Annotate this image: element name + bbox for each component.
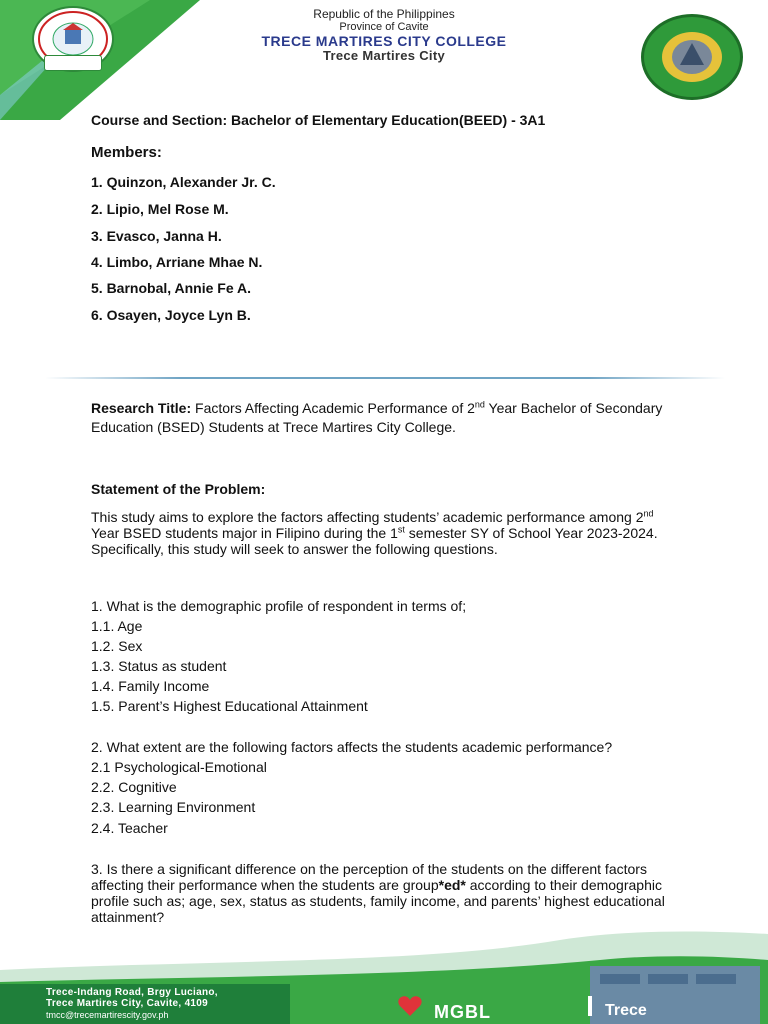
section-divider bbox=[45, 377, 725, 379]
problem-intro-line2 bbox=[91, 525, 691, 541]
city-seal-caption bbox=[44, 55, 102, 71]
research-title-text-b: Year Bachelor of Secondary bbox=[484, 400, 663, 416]
member-1: 1. Quinzon, Alexander Jr. C. bbox=[91, 174, 276, 190]
problem-intro-a: This study aims to explore the factors affecting students’ academic performance among 2 bbox=[91, 509, 644, 525]
footer-email: tmcc@trecemartirescity.gov.ph bbox=[46, 1010, 169, 1020]
problem-intro-sup1: nd bbox=[643, 508, 654, 519]
footer-address-line2: Trece Martires City, Cavite, 4109 bbox=[46, 998, 209, 1009]
question-3-line1: 3. Is there a significant difference on the perception of the students on the different factors bbox=[91, 861, 647, 877]
header-college: TRECE MARTIRES CITY COLLEGE bbox=[261, 33, 507, 49]
footer-brand-logo: Trece bbox=[605, 1002, 647, 1019]
member-2: 2. Lipio, Mel Rose M. bbox=[91, 201, 229, 217]
member-5: 5. Barnobal, Annie Fe A. bbox=[91, 280, 251, 296]
footer-address bbox=[46, 987, 218, 1009]
question-1: 1. What is the demographic profile of respondent in terms of; bbox=[91, 598, 467, 614]
question-2-item: 2.1 Psychological-Emotional bbox=[91, 759, 267, 775]
research-title-sup: nd bbox=[474, 399, 485, 410]
problem-intro-sup2: st bbox=[397, 524, 405, 535]
member-3: 3. Evasco, Janna H. bbox=[91, 228, 222, 244]
problem-intro-b: Year BSED students major in Filipino during the 1 bbox=[91, 525, 398, 541]
header-province: Province of Cavite bbox=[339, 21, 429, 33]
question-3-b2: *ed* bbox=[438, 877, 466, 893]
members-heading: Members: bbox=[91, 144, 162, 161]
course-section: Course and Section: Bachelor of Elementary Education(BEED) - 3A1 bbox=[91, 112, 546, 128]
problem-intro-line1 bbox=[91, 509, 691, 525]
question-2-item: 2.4. Teacher bbox=[91, 820, 168, 836]
question-1-item: 1.1. Age bbox=[91, 618, 143, 634]
question-1-item: 1.2. Sex bbox=[91, 638, 143, 654]
question-2: 2. What extent are the following factors affects the students academic performance? bbox=[91, 739, 613, 755]
header-city: Trece Martires City bbox=[322, 48, 446, 63]
research-title-label: Research Title: bbox=[91, 400, 192, 416]
question-1-item: 1.3. Status as student bbox=[91, 658, 227, 674]
question-3-line3: profile such as; age, sex, status as students, family income, and parents’ highest educational bbox=[91, 893, 665, 909]
footer-address-line1: Trece-Indang Road, Brgy Luciano, bbox=[46, 987, 218, 998]
question-3-b3: according to their demographic bbox=[465, 877, 662, 893]
question-1-item: 1.4. Family Income bbox=[91, 678, 210, 694]
research-title-line2: Education (BSED) Students at Trece Martires City College. bbox=[91, 419, 456, 435]
college-seal-logo bbox=[641, 14, 743, 100]
question-1-item: 1.5. Parent’s Highest Educational Attainment bbox=[91, 698, 368, 714]
member-4: 4. Limbo, Arriane Mhae N. bbox=[91, 254, 263, 270]
footer-slogan-logo: MGBL bbox=[434, 1002, 491, 1022]
question-3-line2 bbox=[91, 877, 691, 893]
problem-heading: Statement of the Problem: bbox=[91, 481, 266, 497]
problem-intro-c: semester SY of School Year 2023-2024. bbox=[404, 525, 658, 541]
question-2-item: 2.2. Cognitive bbox=[91, 779, 177, 795]
problem-intro-line3: Specifically, this study will seek to answer the following questions. bbox=[91, 541, 498, 557]
research-title-text-a: Factors Affecting Academic Performance of 2 bbox=[195, 400, 475, 416]
header-republic: Republic of the Philippines bbox=[313, 7, 455, 21]
member-6: 6. Osayen, Joyce Lyn B. bbox=[91, 307, 251, 323]
question-3-line4: attainment? bbox=[91, 909, 165, 925]
question-2-item: 2.3. Learning Environment bbox=[91, 799, 256, 815]
letterhead bbox=[200, 8, 568, 63]
question-3-b1: affecting their performance when the students are group bbox=[91, 877, 439, 893]
research-title bbox=[91, 400, 691, 416]
